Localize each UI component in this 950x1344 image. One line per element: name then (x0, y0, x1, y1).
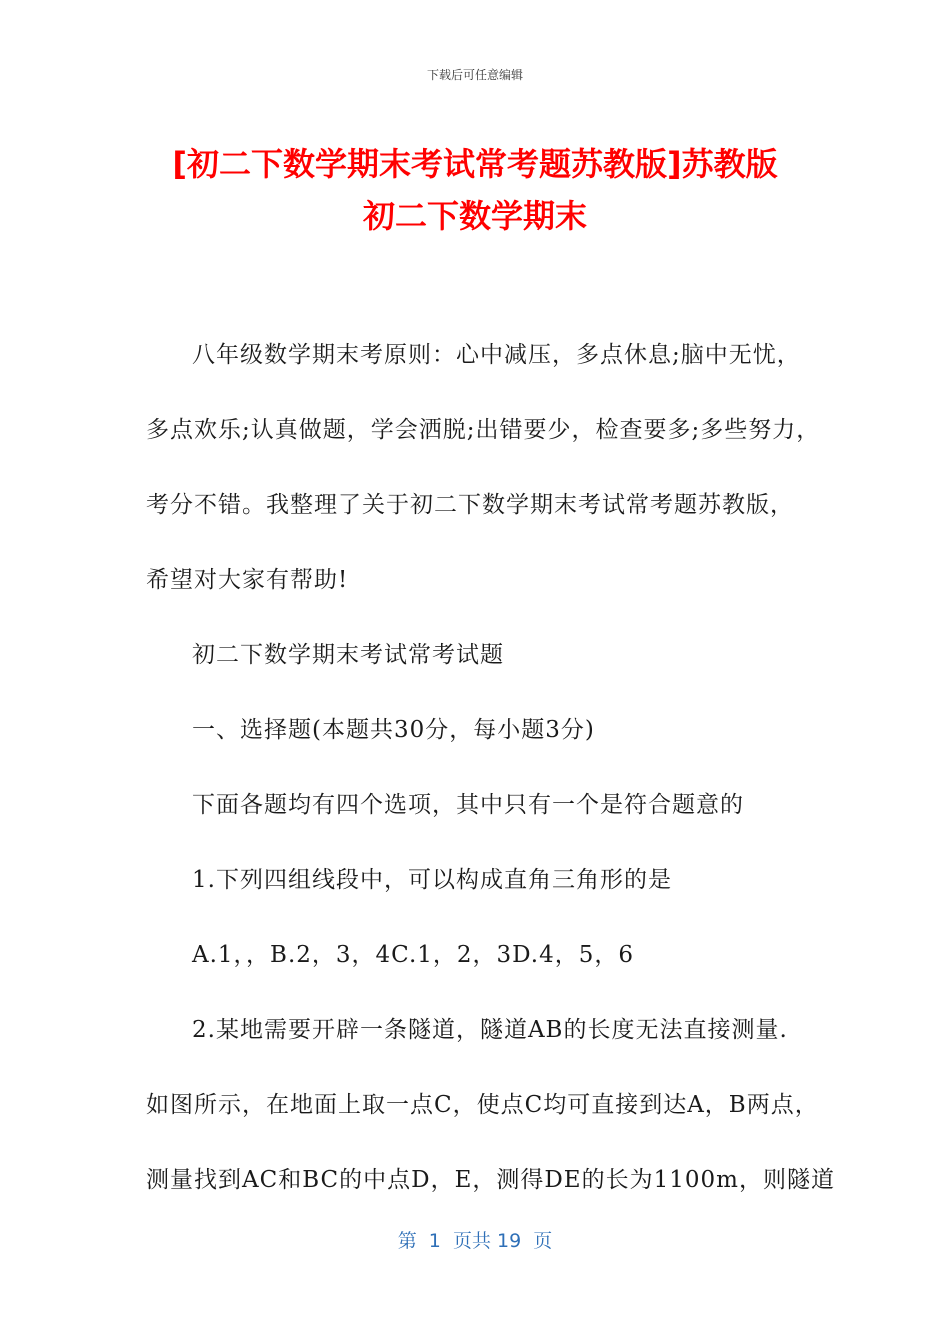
paragraph-line: 如图所示，在地面上取一点C，使点C均可直接到达A，B两点， (146, 1092, 819, 1118)
paragraph-intro: 八年级数学期末考原则：心中减压，多点休息;脑中无忧， (192, 342, 801, 368)
section-heading: 初二下数学期末考试常考试题 (192, 642, 504, 668)
question-1: 1.下列四组线段中，可以构成直角三角形的是 (192, 867, 672, 893)
header-note: 下载后可任意编辑 (426, 68, 523, 82)
title-line-2: 初二下数学期末 (362, 197, 587, 235)
paragraph-line: 希望对大家有帮助! (146, 567, 349, 593)
title-line-1: [初二下数学期末考试常考题苏教版]苏教版 (172, 145, 778, 183)
paragraph-line: 多点欢乐;认真做题，学会洒脱;出错要少，检查要多;多些努力， (146, 417, 821, 443)
section-subheading: 一、选择题(本题共30分，每小题3分) (192, 717, 595, 743)
document-body (146, 318, 835, 1218)
page-footer: 第 1 页共 19 页 (397, 1230, 553, 1252)
question-2: 2.某地需要开辟一条隧道，隧道AB的长度无法直接测量. (192, 1017, 788, 1043)
instruction-line: 下面各题均有四个选项，其中只有一个是符合题意的 (192, 792, 744, 818)
document-title (80, 138, 870, 242)
paragraph-line: 考分不错。我整理了关于初二下数学期末考试常考题苏教版， (146, 492, 794, 518)
paragraph-line: 测量找到AC和BC的中点D，E，测得DE的长为1100m，则隧道 (146, 1167, 835, 1193)
question-1-options: A.1，，B.2，3，4C.1，2，3D.4，5，6 (192, 942, 634, 968)
